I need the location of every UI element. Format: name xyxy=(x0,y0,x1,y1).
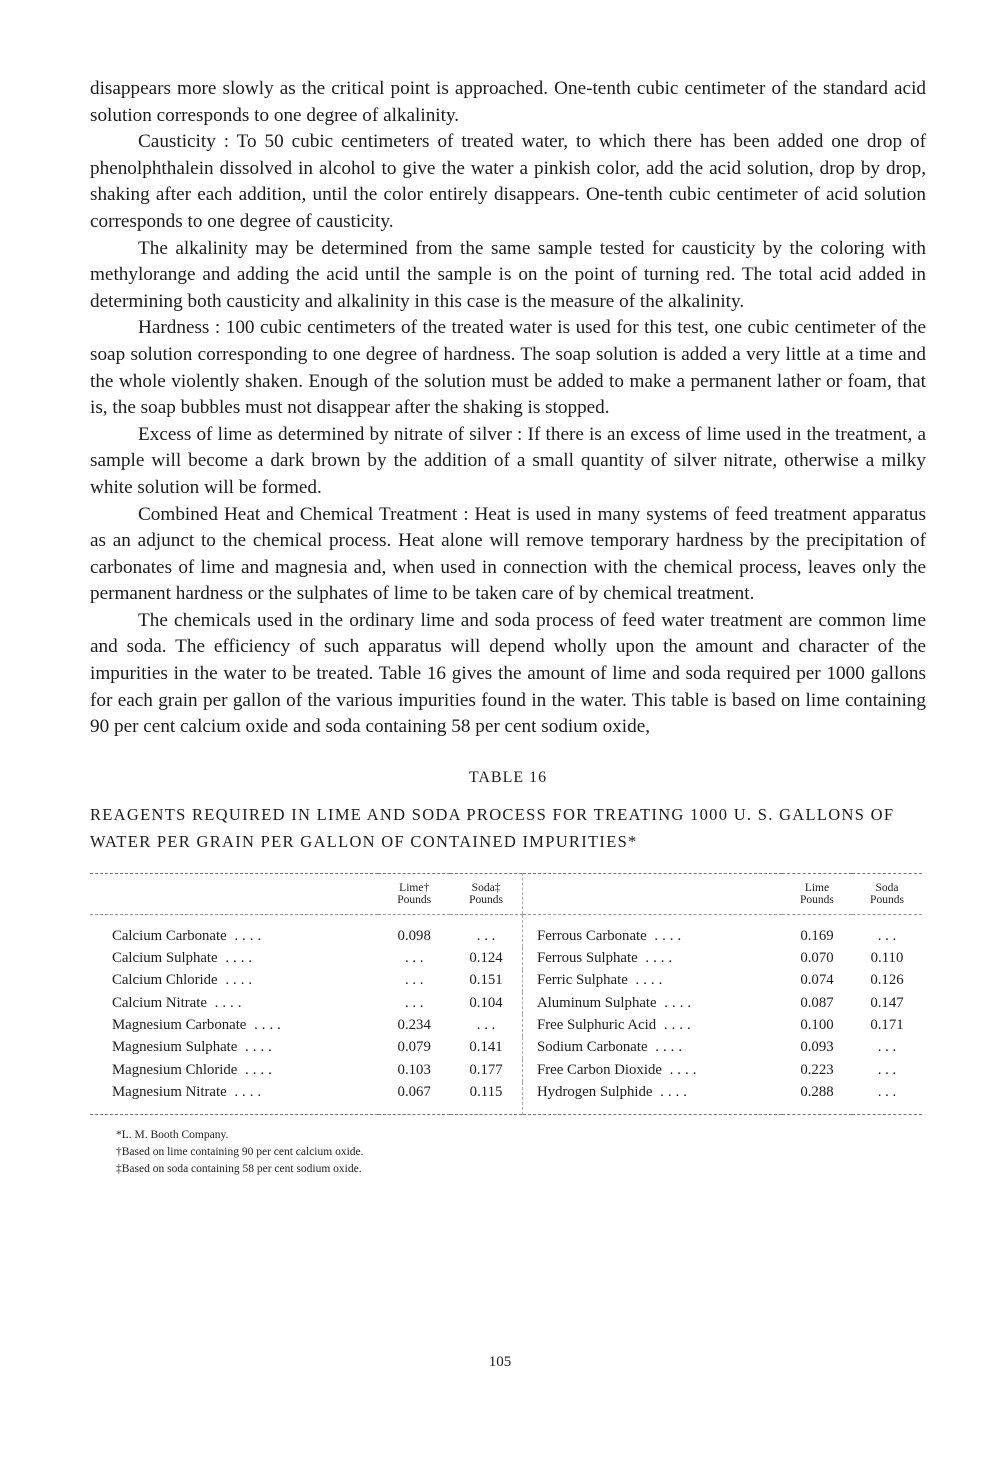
soda-value-cell xyxy=(852,970,922,992)
footnote: ‡Based on soda containing 58 per cent sodium oxide. xyxy=(116,1162,362,1175)
header-unit: Pounds xyxy=(397,893,432,906)
table-row xyxy=(90,947,922,969)
soda-value-cell xyxy=(852,1082,922,1115)
soda-value: 0.115 xyxy=(469,1084,503,1101)
header-soda xyxy=(852,873,922,914)
soda-value: 0.124 xyxy=(469,949,503,966)
lime-value: 0.074 xyxy=(800,972,834,989)
impurity-name-cell xyxy=(522,970,782,992)
header-lime xyxy=(782,873,852,914)
lime-value: 0.087 xyxy=(800,994,834,1011)
header-lime xyxy=(378,873,450,914)
impurity-name-cell xyxy=(90,1037,378,1059)
soda-value-cell xyxy=(450,947,522,969)
soda-value-cell xyxy=(450,914,522,947)
paragraph: Excess of lime as determined by nitrate of silver : If there is an excess of lime used in the treatment, a sample will become a dark brown by the addition of a small quantity of silver nitrate, otherwise a milky white solution will be formed. xyxy=(90,423,926,498)
dot-leader: .... xyxy=(646,927,686,944)
header-blank xyxy=(90,873,378,914)
paragraph: Hardness : 100 cubic centimeters of the treated water is used for this test, one cubic centimeter of the soap solution corresponding to one degree of hardness. The soap solution is added a very little at a time and the whole violently shaken. Enough of the solution must be added to make a permanent lather or foam, that is, the soap bubbles must not disappear after the shaking is stopped. xyxy=(90,317,926,419)
table-row xyxy=(90,992,922,1014)
impurity-name-cell xyxy=(522,1059,782,1081)
table-row xyxy=(90,970,922,992)
lime-value-cell xyxy=(782,1037,852,1059)
lime-value: 0.103 xyxy=(397,1061,431,1078)
reagents-table xyxy=(90,873,922,1115)
document-page xyxy=(90,76,926,1178)
lime-value-cell xyxy=(378,947,450,969)
impurity-name-cell xyxy=(90,1059,378,1081)
dot-leader: .... xyxy=(627,972,667,989)
soda-value: 0.104 xyxy=(469,994,503,1011)
soda-value-cell xyxy=(450,1014,522,1036)
impurity-name: Aluminum Sulphate xyxy=(536,994,657,1011)
lime-value-cell xyxy=(378,1037,450,1059)
lime-value: 0.100 xyxy=(800,1017,834,1034)
soda-value: 0.147 xyxy=(870,994,904,1011)
table-body xyxy=(90,914,922,1114)
lime-value-cell xyxy=(378,1014,450,1036)
dot-leader: .... xyxy=(637,949,677,966)
body-text xyxy=(90,76,926,741)
impurity-name-cell xyxy=(90,992,378,1014)
impurity-name-cell xyxy=(90,1014,378,1036)
lime-value: 0.169 xyxy=(800,927,834,944)
lime-value-cell xyxy=(782,992,852,1014)
lime-value: 0.223 xyxy=(800,1061,834,1078)
lime-value-cell xyxy=(782,947,852,969)
lime-value-cell xyxy=(378,1082,450,1115)
soda-value: 0.177 xyxy=(469,1061,503,1078)
soda-value: . . . xyxy=(476,927,496,944)
lime-value-cell xyxy=(782,914,852,947)
footnote: †Based on lime containing 90 per cent calcium oxide. xyxy=(116,1145,364,1158)
lime-value-cell xyxy=(378,992,450,1014)
footnotes xyxy=(90,1127,926,1178)
impurity-name-cell xyxy=(522,914,782,947)
soda-value-cell xyxy=(852,914,922,947)
impurity-name: Free Sulphuric Acid xyxy=(536,1017,657,1034)
soda-value: . . . xyxy=(877,927,897,944)
lime-value-cell xyxy=(782,970,852,992)
soda-value: . . . xyxy=(877,1084,897,1101)
header-unit: Pounds xyxy=(469,893,503,906)
lime-value-cell xyxy=(378,970,450,992)
dot-leader: .... xyxy=(661,1061,701,1078)
impurity-name: Ferric Sulphate xyxy=(536,972,628,989)
impurity-name-cell xyxy=(522,947,782,969)
impurity-name: Calcium Chloride xyxy=(112,972,218,989)
header-soda xyxy=(450,873,522,914)
soda-value-cell xyxy=(852,992,922,1014)
lime-value-cell xyxy=(782,1082,852,1115)
header-soda-label: Soda‡ xyxy=(471,881,501,894)
impurity-name-cell xyxy=(90,914,378,947)
table-row xyxy=(90,1037,922,1059)
soda-value-cell xyxy=(450,992,522,1014)
lime-value-cell xyxy=(378,914,450,947)
dot-leader: .... xyxy=(237,1039,276,1056)
dot-leader: .... xyxy=(226,927,266,944)
impurity-name: Calcium Carbonate xyxy=(112,927,227,944)
dot-leader: .... xyxy=(226,1084,266,1101)
lime-value: 0.288 xyxy=(800,1084,834,1101)
soda-value: 0.126 xyxy=(870,972,904,989)
table-row xyxy=(90,914,922,947)
dot-leader: .... xyxy=(217,972,257,989)
soda-value-cell xyxy=(450,1082,522,1115)
lime-value: . . . xyxy=(404,972,424,989)
lime-value-cell xyxy=(782,1059,852,1081)
soda-value-cell xyxy=(450,1037,522,1059)
impurity-name: Ferrous Sulphate xyxy=(536,949,638,966)
dot-leader: .... xyxy=(656,1017,695,1034)
impurity-name-cell xyxy=(522,1014,782,1036)
dot-leader: .... xyxy=(647,1039,687,1056)
lime-value: 0.079 xyxy=(397,1039,431,1056)
impurity-name-cell xyxy=(522,1037,782,1059)
paragraph: The alkalinity may be determined from the same sample tested for causticity by the coloring with methylorange and adding the acid until the sample is on the point of turning red. The total acid added in determining both causticity and alkalinity in this case is the measure of the alkalinity. xyxy=(90,237,926,312)
soda-value-cell xyxy=(852,1014,922,1036)
header-soda-label: Soda xyxy=(875,881,899,894)
soda-value-cell xyxy=(450,970,522,992)
soda-value: 0.110 xyxy=(870,949,904,966)
table-title: REAGENTS REQUIRED IN LIME AND SODA PROCESS FOR TREATING 1000 U. S. GALLONS OF WATER PER GRAIN PER GALLON OF CONTAINED IMPURITIES* xyxy=(90,804,895,851)
impurity-name-cell xyxy=(522,992,782,1014)
table-number: TABLE 16 xyxy=(468,768,548,786)
lime-value: 0.234 xyxy=(397,1017,431,1034)
table-header-row xyxy=(90,873,922,914)
lime-value: 0.093 xyxy=(800,1039,834,1056)
paragraph: Combined Heat and Chemical Treatment : Heat is used in many systems of feed treatment apparatus as an adjunct to the chemical process. Heat alone will remove temporary hardness by the precipitation of carbonates of lime and magnesia and, when used in connection with the chemical process, leaves only the permanent hardness or the sulphates of lime to be taken care of by chemical treatment. xyxy=(90,503,926,605)
soda-value: . . . xyxy=(877,1061,897,1078)
dot-leader: .... xyxy=(217,949,257,966)
impurity-name: Magnesium Nitrate xyxy=(112,1084,227,1101)
lime-value: . . . xyxy=(404,949,424,966)
impurity-name: Free Carbon Dioxide xyxy=(536,1061,662,1078)
lime-value-cell xyxy=(378,1059,450,1081)
lime-value: 0.067 xyxy=(397,1084,431,1101)
header-lime-label: Lime xyxy=(804,881,830,894)
table-row xyxy=(90,1014,922,1036)
page-number: 105 xyxy=(488,1354,512,1370)
soda-value: . . . xyxy=(877,1039,897,1056)
header-blank xyxy=(522,873,782,914)
header-unit: Pounds xyxy=(870,893,904,906)
paragraph: disappears more slowly as the critical point is approached. One-tenth cubic centimeter of the standard acid solution corresponds to one degree of alkalinity. xyxy=(90,78,926,126)
impurity-name: Hydrogen Sulphide xyxy=(536,1084,653,1101)
impurity-name: Calcium Sulphate xyxy=(112,949,218,966)
table-row xyxy=(90,1082,922,1115)
impurity-name: Sodium Carbonate xyxy=(536,1039,648,1056)
impurity-name-cell xyxy=(90,947,378,969)
lime-value: 0.070 xyxy=(800,949,834,966)
paragraph: The chemicals used in the ordinary lime and soda process of feed water treatment are common lime and soda. The efficiency of such apparatus will depend wholly upon the amount and character of the impurities in the water to be treated. Table 16 gives the amount of lime and soda required per 1000 gallons for each grain per gallon of the various impurities found in the water. This table is based on lime containing 90 per cent calcium oxide and soda containing 58 per cent sodium oxide, xyxy=(90,609,926,738)
soda-value-cell xyxy=(852,1037,922,1059)
impurity-name-cell xyxy=(90,1082,378,1115)
soda-value-cell xyxy=(852,1059,922,1081)
dot-leader: .... xyxy=(656,994,696,1011)
lime-value: 0.098 xyxy=(397,927,431,944)
soda-value: 0.171 xyxy=(870,1017,904,1034)
impurity-name: Magnesium Chloride xyxy=(112,1061,238,1078)
header-unit: Pounds xyxy=(800,893,834,906)
paragraph: Causticity : To 50 cubic centimeters of treated water, to which there has been added one drop of phenolphthalein dissolved in alcohol to give the water a pinkish color, add the acid solution, drop by drop, shaking after each addition, until the color entirely disappears. One-tenth cubic centimeter of acid solution corresponds to one degree of causticity. xyxy=(90,131,926,232)
dot-leader: .... xyxy=(246,1017,285,1034)
table-row xyxy=(90,1059,922,1081)
header-lime-label: Lime† xyxy=(399,881,430,894)
impurity-name: Ferrous Carbonate xyxy=(536,927,647,944)
soda-value: 0.141 xyxy=(469,1039,503,1056)
impurity-name-cell xyxy=(522,1082,782,1115)
soda-value: . . . xyxy=(476,1017,496,1034)
soda-value-cell xyxy=(450,1059,522,1081)
impurity-name: Magnesium Carbonate xyxy=(112,1017,247,1034)
dot-leader: .... xyxy=(237,1061,276,1078)
soda-value: 0.151 xyxy=(469,972,503,989)
impurity-name: Magnesium Sulphate xyxy=(112,1039,238,1056)
lime-value-cell xyxy=(782,1014,852,1036)
footnote: *L. M. Booth Company. xyxy=(116,1128,229,1141)
impurity-name: Calcium Nitrate xyxy=(112,994,207,1011)
lime-value: . . . xyxy=(404,994,424,1011)
soda-value-cell xyxy=(852,947,922,969)
impurity-name-cell xyxy=(90,970,378,992)
dot-leader: .... xyxy=(206,994,246,1011)
dot-leader: .... xyxy=(652,1084,691,1101)
